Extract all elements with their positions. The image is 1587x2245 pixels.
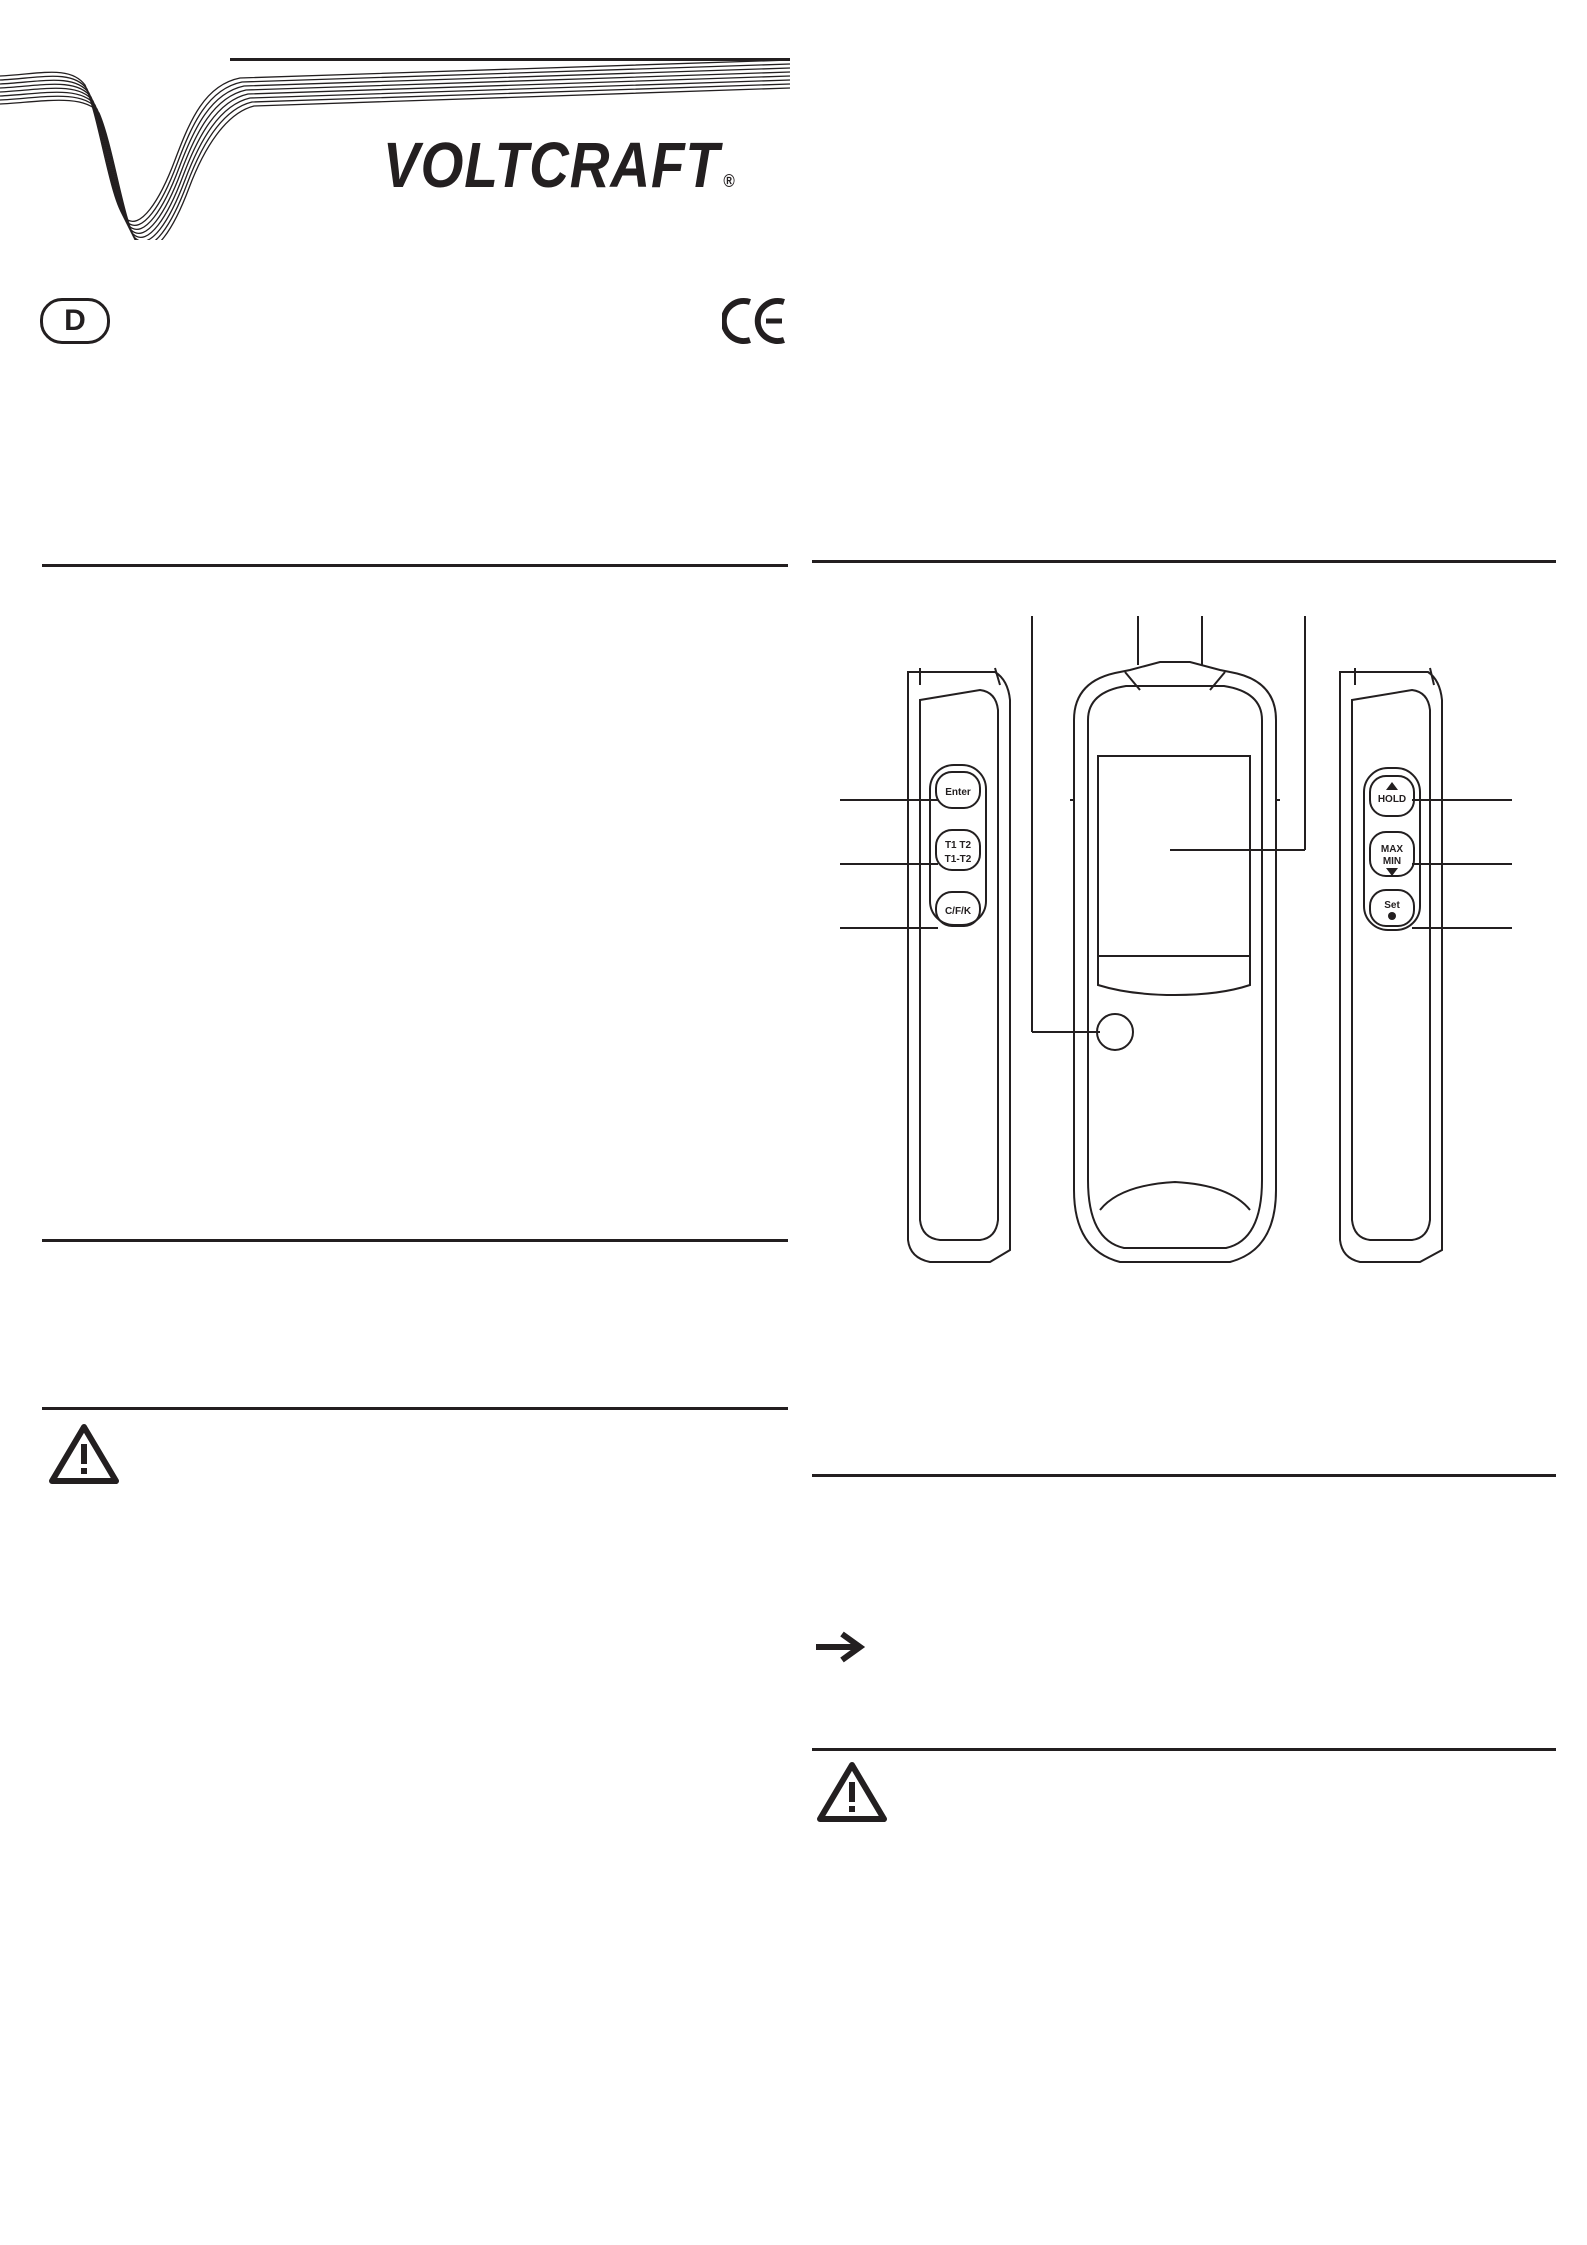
arrow-right-icon [812, 1630, 866, 1664]
warning-triangle-icon [816, 1760, 888, 1824]
brand-logo [383, 129, 736, 201]
section-divider [812, 1474, 1556, 1477]
registered-mark: ® [723, 171, 736, 191]
device-left-side [908, 672, 1010, 1262]
down-arrow-icon [1386, 868, 1398, 876]
device-figure [830, 610, 1520, 1270]
ce-mark-icon [722, 296, 790, 346]
enter-button-label: Enter [945, 787, 971, 798]
language-badge-label: D [64, 304, 86, 337]
device-front [1074, 662, 1276, 1262]
min-button-label: MIN [1382, 856, 1402, 867]
section-divider [812, 1748, 1556, 1751]
language-badge [40, 298, 110, 344]
section-divider [812, 560, 1556, 563]
device-right-side [1340, 672, 1442, 1262]
up-arrow-icon [1386, 782, 1398, 790]
t1-minus-t2-button-label: T1-T2 [944, 854, 972, 865]
backlight-icon [1388, 912, 1396, 920]
device-display [1098, 756, 1250, 956]
set-button-label: Set [1384, 900, 1400, 911]
hold-button-label: HOLD [1377, 794, 1407, 805]
section-divider [42, 564, 788, 567]
t1-t2-button-label: T1 T2 [944, 840, 972, 851]
brand-name: VOLTCRAFT [383, 129, 720, 201]
warning-triangle-icon [48, 1422, 120, 1486]
section-divider [42, 1239, 788, 1242]
device-sensor-circle [1097, 1014, 1133, 1050]
unit-button-label: C/F/K [944, 906, 972, 917]
section-divider [42, 1407, 788, 1410]
max-button-label: MAX [1380, 844, 1404, 855]
